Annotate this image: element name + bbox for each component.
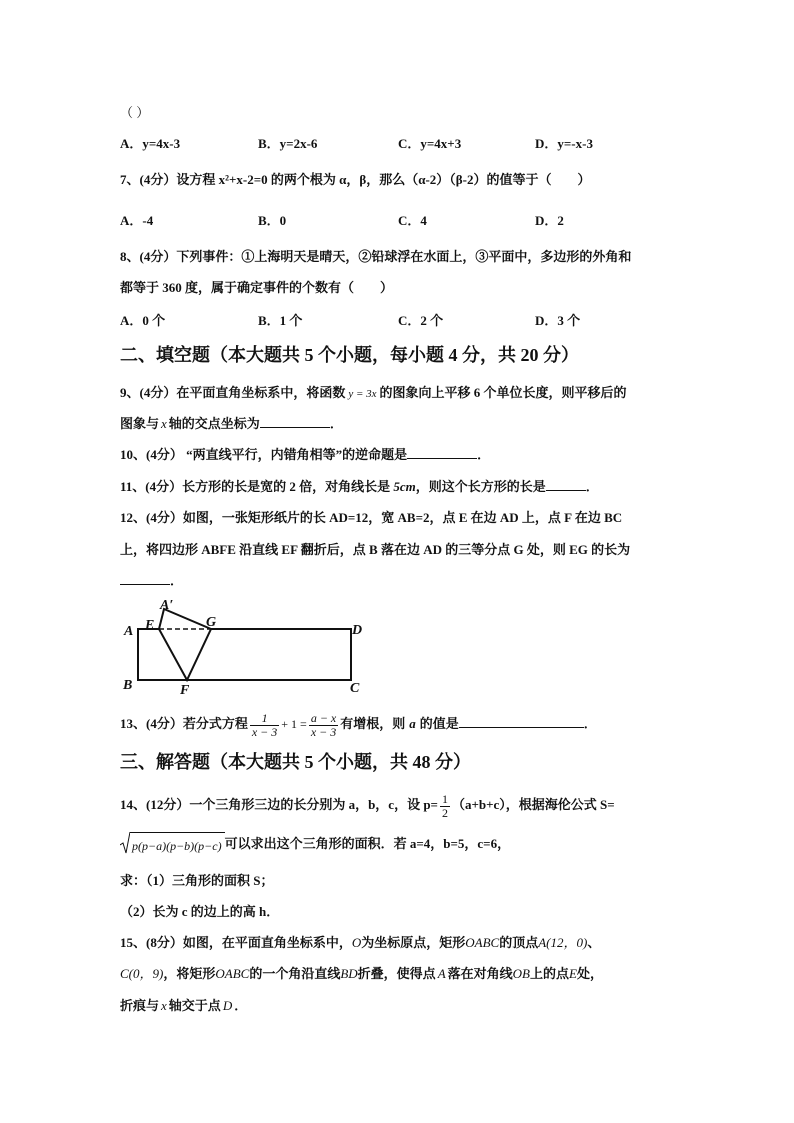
q9-line2-a: 图象与 bbox=[120, 416, 160, 431]
q9-function: y = 3x bbox=[348, 388, 377, 400]
q9-line1-a: 9、(4分）在平面直角坐标系中，将函数 bbox=[120, 385, 346, 400]
q15-point-o: O bbox=[351, 935, 362, 950]
q7-option-b: B．0 bbox=[258, 213, 287, 228]
q15-line3-end: ． bbox=[234, 998, 248, 1013]
q15-rect-oabc-2: OABC bbox=[215, 966, 250, 981]
q6-paren: （ ） bbox=[120, 105, 150, 120]
section-3-heading: 三、解答题（本大题共 5 个小题，共 48 分） bbox=[120, 752, 471, 772]
q13-var-a: a bbox=[409, 716, 416, 731]
q15-line1-d: 、 bbox=[587, 935, 601, 950]
q6-option-c: C．y=4x+3 bbox=[398, 136, 462, 151]
q7-option-d: D．2 bbox=[535, 213, 564, 228]
q15-line2-c: 的一个角沿直线 bbox=[249, 966, 341, 981]
figure-fold-quad bbox=[159, 609, 211, 680]
q9-line1 bbox=[120, 384, 627, 403]
figure-rectangle-abcd bbox=[138, 629, 351, 680]
q15-line2-g: 处， bbox=[576, 966, 603, 981]
q15-line3-a: 折痕与 bbox=[120, 998, 160, 1013]
figure-label-a-prime: A′ bbox=[160, 598, 174, 613]
q15-line-bd: BD bbox=[340, 966, 358, 981]
figure-label-d: D bbox=[352, 623, 363, 638]
q13-fraction-1 bbox=[250, 712, 279, 739]
q13-prefix: 13、(4分）若分式方程 bbox=[120, 716, 248, 731]
q14-heron-sqrt bbox=[120, 832, 225, 858]
q9-line2-end: ． bbox=[329, 416, 343, 431]
q15-point-e: E bbox=[569, 966, 577, 981]
q10-answer-blank[interactable] bbox=[407, 446, 477, 459]
q9-line1-b: 的图象向上平移 6 个单位长度，则平移后的 bbox=[379, 385, 627, 400]
q14-half-denominator: 2 bbox=[441, 805, 448, 820]
figure-label-b: B bbox=[123, 678, 133, 693]
q13-fraction-2 bbox=[309, 712, 338, 739]
q8-option-b: B．1 个 bbox=[258, 313, 303, 328]
q12-line1: 12、(4分）如图，一张矩形纸片的长 AD=12，宽 AB=2，点 E 在边 AD 上，点 F 在边 BC bbox=[120, 510, 623, 525]
q11-answer-blank[interactable] bbox=[546, 478, 586, 491]
q6-option-b: B．y=2x-6 bbox=[258, 136, 318, 151]
q11-end: ． bbox=[585, 479, 599, 494]
figure-label-c: C bbox=[350, 681, 360, 696]
q15-line2-b: ，将矩形 bbox=[163, 966, 216, 981]
q12-line3 bbox=[120, 572, 183, 590]
q8-stem-line1: 8、(4分）下列事件：①上海明天是晴天，②铅球浮在水面上，③平面中，多边形的外角和 bbox=[120, 249, 632, 264]
q15-line1-c: 的顶点 bbox=[499, 935, 539, 950]
q14-radicand: p(p−a)(p−b)(p−c) bbox=[130, 832, 225, 858]
q13-mid: + 1 = bbox=[281, 717, 307, 731]
q15-line3 bbox=[120, 997, 247, 1015]
q14-line2-b: 可以求出这个三角形的面积．若 a=4，b=5，c=6， bbox=[224, 836, 511, 851]
q7-option-c: C．4 bbox=[398, 213, 427, 228]
q11-text-b: ，则这个长方形的长是 bbox=[415, 479, 546, 494]
sqrt-sign-icon bbox=[120, 832, 130, 854]
q15-line2-e: 落在对角线 bbox=[447, 966, 513, 981]
q13-suffix-a: 有增根，则 bbox=[340, 716, 406, 731]
q15-line1-b: 为坐标原点，矩形 bbox=[361, 935, 466, 950]
q9-line2 bbox=[120, 415, 343, 433]
q14-half-numerator: 1 bbox=[441, 791, 448, 806]
q11-line bbox=[120, 478, 599, 496]
q15-point-c-coords: C(0，9) bbox=[120, 966, 164, 981]
figure-label-f: F bbox=[180, 683, 190, 696]
q6-option-d: D．y=-x-3 bbox=[535, 136, 593, 151]
q10-line bbox=[120, 446, 490, 464]
q9-x-var: x bbox=[161, 416, 167, 431]
q7-option-a: A．-4 bbox=[120, 213, 154, 228]
q12-answer-blank[interactable] bbox=[120, 572, 170, 585]
q14-line1-b: （a+b+c），根据海伦公式 S= bbox=[451, 797, 615, 812]
q8-option-a: A．0 个 bbox=[120, 313, 166, 328]
q15-line1-a: 15、(8分）如图，在平面直角坐标系中， bbox=[120, 935, 352, 950]
q14-line1-a: 14、(12分）一个三角形三边的长分别为 a，b，c，设 p= bbox=[120, 797, 438, 812]
q11-unit: 5cm bbox=[393, 479, 416, 494]
q8-option-c: C．2 个 bbox=[398, 313, 444, 328]
q15-line3-b: 轴交于点 bbox=[168, 998, 221, 1013]
q6-option-a: A．y=4x-3 bbox=[120, 136, 181, 151]
q15-line2 bbox=[120, 965, 603, 983]
q13-f2-denominator: x − 3 bbox=[310, 724, 337, 739]
q10-text: 10、(4分） “两直线平行，内错角相等”的逆命题是 bbox=[120, 447, 408, 462]
q14-line1 bbox=[120, 786, 615, 824]
q15-line2-f: 上的点 bbox=[530, 966, 570, 981]
q14-line2 bbox=[120, 832, 510, 858]
figure-label-e: E bbox=[145, 618, 155, 633]
q12-line2: 上，将四边形 ABFE 沿直线 EF 翻折后，点 B 落在边 AD 的三等分点 G 处，则 EG 的长为 bbox=[120, 542, 631, 557]
q8-option-d: D．3 个 bbox=[535, 313, 581, 328]
q13-suffix-b: 的值是 bbox=[419, 716, 459, 731]
q13-answer-blank[interactable] bbox=[459, 715, 584, 728]
q14-line3: 求：（1）三角形的面积 S； bbox=[120, 873, 274, 888]
q13-line bbox=[120, 707, 597, 741]
figure-label-g: G bbox=[206, 615, 217, 630]
q15-point-a: A bbox=[437, 966, 446, 981]
q13-end: ． bbox=[583, 716, 597, 731]
q13-f1-denominator: x − 3 bbox=[251, 724, 278, 739]
q13-f1-numerator: 1 bbox=[250, 712, 279, 726]
q15-line1 bbox=[120, 934, 600, 952]
q13-f2-numerator: a − x bbox=[310, 710, 337, 725]
q7-stem: 7、(4分）设方程 x²+x-2=0 的两个根为 α，β，那么（α-2）（β-2）的值等于（ ） bbox=[120, 172, 591, 187]
q10-end: ． bbox=[477, 447, 491, 462]
q12-end: ． bbox=[170, 573, 184, 588]
q9-answer-blank[interactable] bbox=[260, 415, 330, 428]
q12-folded-rectangle-figure bbox=[118, 596, 368, 696]
q9-line2-b: 轴的交点坐标为 bbox=[168, 416, 260, 431]
q15-diagonal-ob: OB bbox=[512, 966, 530, 981]
q15-x-var: x bbox=[161, 998, 167, 1013]
q8-stem-line2: 都等于 360 度，属于确定事件的个数有（ ） bbox=[120, 280, 394, 295]
q15-rect-oabc: OABC bbox=[465, 935, 500, 950]
q14-line4: （2）长为 c 的边上的高 h． bbox=[120, 904, 280, 919]
q15-point-a-coords: A(12，0) bbox=[538, 935, 588, 950]
q14-half-fraction bbox=[440, 793, 450, 820]
q15-point-d: D bbox=[222, 998, 233, 1013]
figure-label-a: A bbox=[124, 624, 134, 639]
q15-line2-d: 折叠，使得点 bbox=[357, 966, 436, 981]
q11-text-a: 11、(4分）长方形的长是宽的 2 倍，对角线长是 bbox=[120, 479, 394, 494]
section-2-heading: 二、填空题（本大题共 5 个小题，每小题 4 分，共 20 分） bbox=[120, 345, 579, 365]
